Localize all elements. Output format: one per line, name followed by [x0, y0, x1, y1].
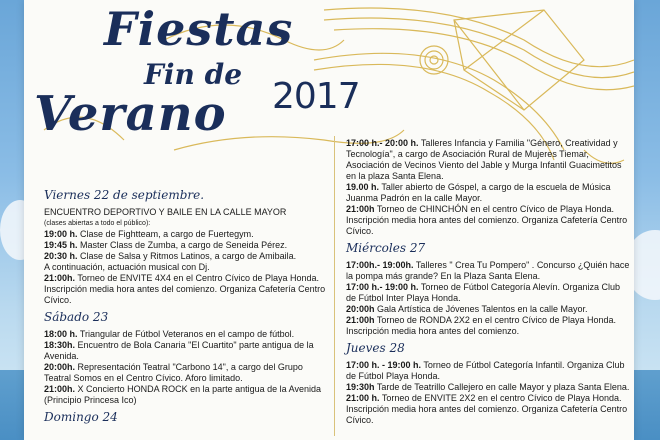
column-divider	[334, 136, 335, 436]
title-fiestas: Fiestas	[104, 2, 294, 56]
event-text: Torneo de CHINCHÓN en el centro Cívico de Playa Honda. Inscripción media hora antes del comienzo. Organiza Cafetería Centro Cívico.	[346, 204, 628, 236]
day-heading-miercoles: Miércoles 27	[346, 241, 426, 255]
event-item	[44, 273, 329, 306]
event-time: 21:00 h.	[346, 393, 380, 403]
title-year: 2017	[272, 76, 360, 117]
event-time: 21:00h.	[44, 273, 76, 283]
event-item	[346, 138, 630, 182]
event-item	[346, 360, 630, 382]
event-time: 19:00 h.	[44, 229, 78, 239]
event-text: ENCUENTRO DEPORTIVO Y BAILE EN LA CALLE MAYOR	[44, 207, 287, 217]
event-time: 20:00h.	[44, 362, 76, 372]
event-item	[44, 218, 329, 229]
event-time: 20:30 h.	[44, 251, 78, 261]
event-text: Torneo de Fútbol Categoría Infantil. Organiza Club de Fútbol Playa Honda.	[346, 360, 625, 381]
event-text: Clase de Salsa y Ritmos Latinos, a cargo de Amibaila.	[80, 251, 297, 261]
day-heading-jueves: Jueves 28	[346, 341, 405, 355]
event-item	[346, 282, 630, 304]
event-item	[44, 329, 329, 340]
event-text: Gala Artística de Jóvenes Talentos en la calle Mayor.	[377, 304, 588, 314]
event-item	[44, 262, 329, 273]
event-time: 21:00h	[346, 204, 375, 214]
day-heading-viernes: Viernes 22 de septiembre.	[44, 188, 205, 202]
event-item	[44, 251, 329, 262]
event-text: Talleres " Crea Tu Pompero" . Concurso ¿Quién hace la pompa más grande? En la Plaza Santa Elena.	[346, 260, 630, 281]
event-item	[346, 304, 630, 315]
event-item	[346, 315, 630, 337]
event-text: Representación Teatral "Carbono 14", a cargo del Grupo Teatral Somos en el Centro Cívico. Aforo limitado.	[44, 362, 303, 383]
event-time: 18:30h.	[44, 340, 76, 350]
right-column	[346, 138, 630, 426]
left-column	[44, 184, 329, 429]
event-text: X Concierto HONDA ROCK en la parte antigua de la Avenida (Principio Princesa Ico)	[44, 384, 322, 405]
title-fin-de: Fin de	[144, 58, 243, 91]
event-text: Torneo de ENVITE 2X2 en el centro Cívico de Playa Honda. Inscripción media hora antes del comienzo. Organiza Cafetería Centro Cívico.	[346, 393, 628, 425]
event-item	[346, 204, 630, 237]
event-text: Master Class de Zumba, a cargo de Seneida Pérez.	[80, 240, 288, 250]
event-time: 19.00 h.	[346, 182, 380, 192]
event-text: Encuentro de Bola Canaria "El Cuartito" parte antigua de la Avenida.	[44, 340, 314, 361]
event-text: Taller abierto de Góspel, a cargo de la escuela de Música Juanma Padrón en la calle Mayor.	[346, 182, 611, 203]
event-time: 17:00 h.- 20:00 h.	[346, 138, 419, 148]
event-item	[346, 382, 630, 393]
event-text: Torneo de ENVITE 4X4 en el Centro Cívico de Playa Honda. Inscripción media hora antes del comienzo. Organiza Cafetería Centro Cívico.	[44, 273, 326, 305]
event-time: 17:00 h. - 19:00 h.	[346, 360, 422, 370]
event-item	[44, 240, 329, 251]
event-item	[44, 384, 329, 406]
event-item	[346, 393, 630, 426]
event-time: 21:00h	[346, 315, 375, 325]
event-time: 20:00h	[346, 304, 375, 314]
event-text: Talleres Infancia y Familia "Género, Creatividad y Tecnología", a cargo de Asociación Rural de Mujeres Tiemar, Asociación de Vecinos Viento del Jable y Murga Infantil Guacimetitos en la plaza Santa Elena.	[346, 138, 622, 181]
event-text: Torneo de RONDA 2X2 en el centro Cívico de Playa Honda. Inscripción media hora antes del comienzo.	[346, 315, 617, 336]
event-time: 18:00 h.	[44, 329, 78, 339]
event-item	[346, 260, 630, 282]
event-item	[346, 182, 630, 204]
day-heading-sabado: Sábado 23	[44, 310, 109, 324]
event-text: Torneo de Fútbol Categoría Alevín. Organiza Club de Fútbol Inter Playa Honda.	[346, 282, 621, 303]
event-time: 21:00h.	[44, 384, 76, 394]
event-time: 17:00h.- 19:00h.	[346, 260, 414, 270]
event-time: 17:00 h.- 19:00 h.	[346, 282, 419, 292]
event-text: (clases abiertas a todo el público):	[44, 220, 151, 227]
event-item	[44, 229, 329, 240]
event-item	[44, 340, 329, 362]
event-text: Clase de Fightteam, a cargo de Fuertegym.	[80, 229, 254, 239]
poster	[24, 0, 634, 440]
event-item	[44, 362, 329, 384]
event-text: Triangular de Fútbol Veteranos en el campo de fútbol.	[79, 329, 295, 339]
event-item	[44, 207, 329, 218]
title-verano: Verano	[34, 86, 227, 142]
event-text: A continuación, actuación musical con Dj.	[44, 262, 210, 272]
event-text: Tarde de Teatrillo Callejero en calle Mayor y plaza Santa Elena.	[376, 382, 630, 392]
event-time: 19:45 h.	[44, 240, 78, 250]
day-heading-domingo: Domingo 24	[44, 410, 118, 424]
event-time: 19:30h	[346, 382, 375, 392]
